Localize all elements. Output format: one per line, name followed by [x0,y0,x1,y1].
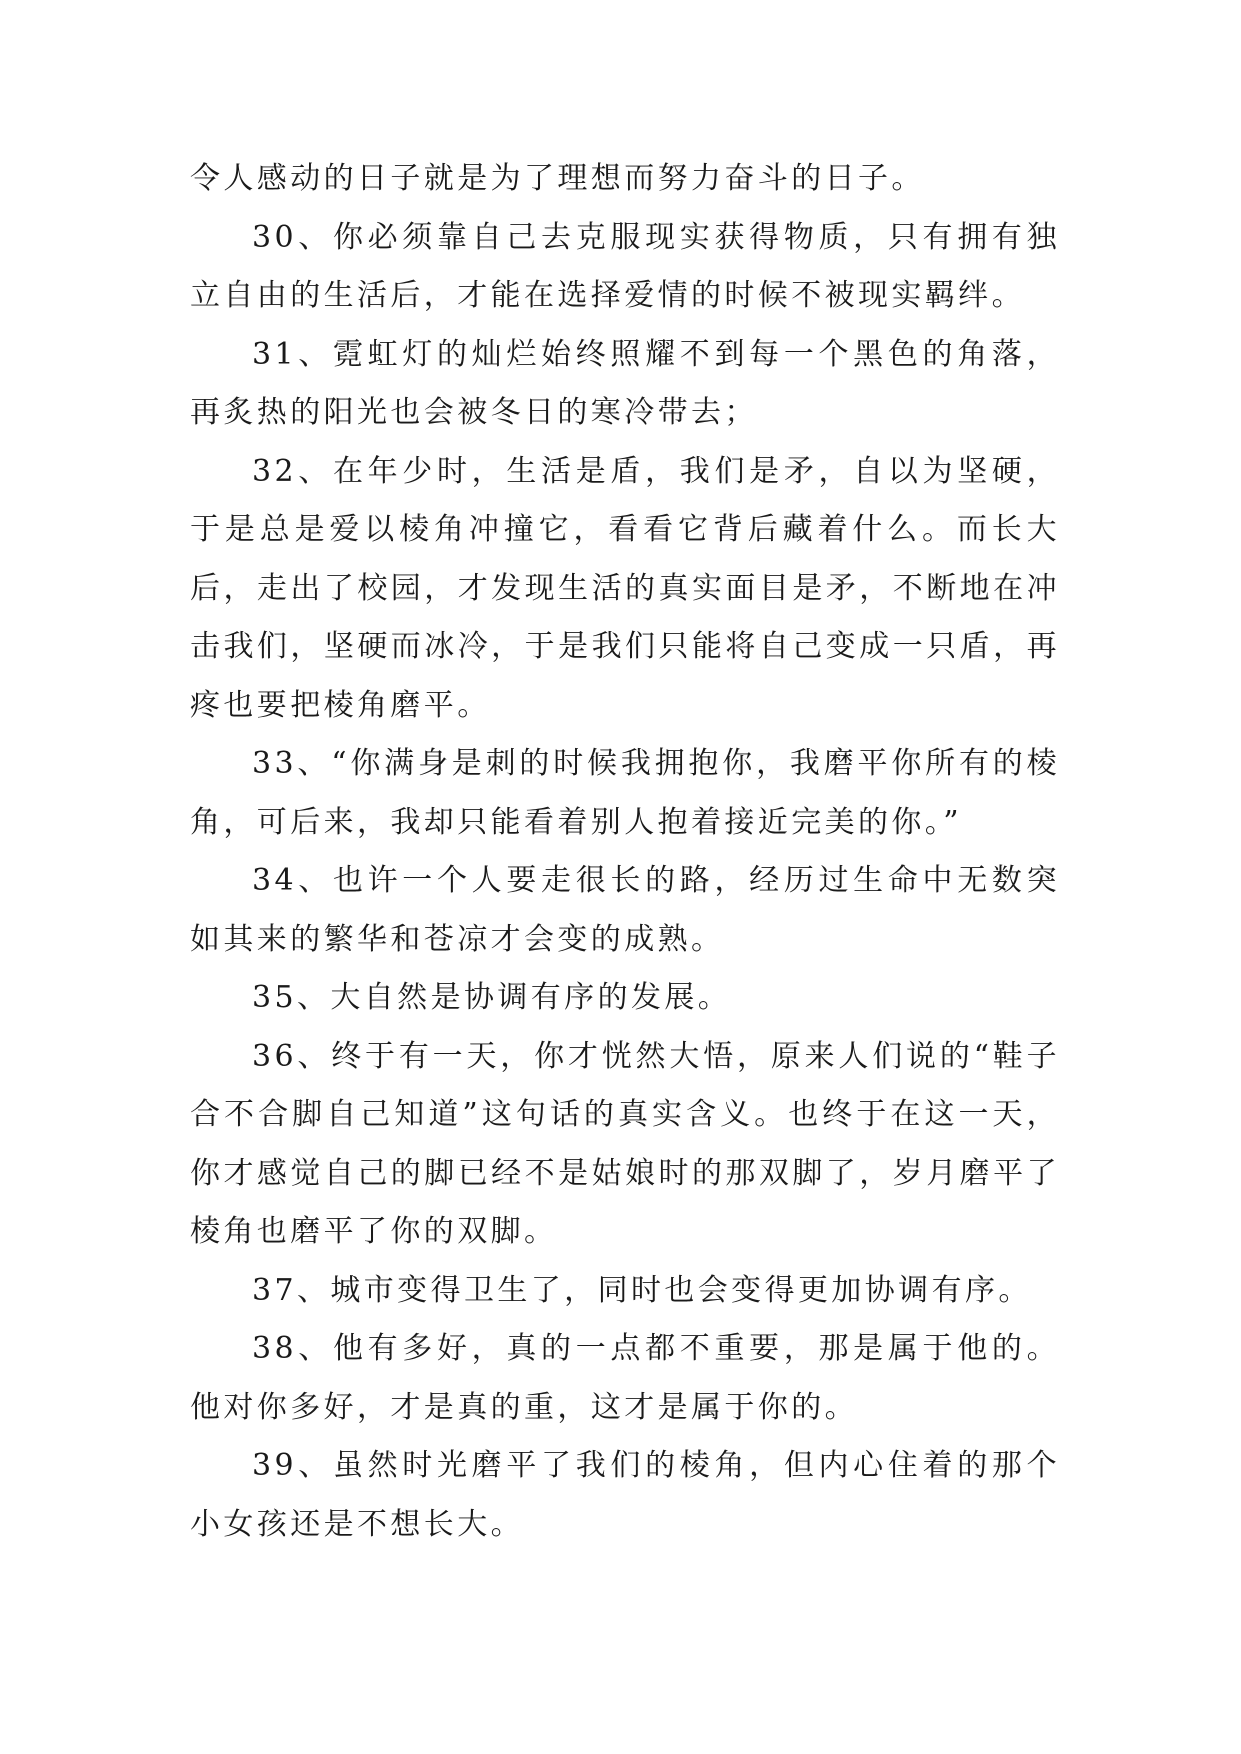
paragraph-continued: 令人感动的日子就是为了理想而努力奋斗的日子。 [190,161,925,196]
paragraph-37: 37、城市变得卫生了，同时也会变得更加协调有序。 [252,1272,1032,1308]
paragraph-39: 39、虽然时光磨平了我们的棱角，但内心住着的那个小女孩还是不想长大。 [190,1448,1060,1542]
paragraph-34: 34、也许一个人要走很长的路，经历过生命中无数突如其来的繁华和苍凉才会变的成熟。 [190,863,1060,957]
paragraph-30: 30、你必须靠自己去克服现实获得物质，只有拥有独立自由的生活后，才能在选择爱情的时候不被现实羁绊。 [190,219,1060,313]
paragraph-36: 36、终于有一天，你才恍然大悟，原来人们说的“鞋子合不合脚自己知道”这句话的真实含义。也终于在这一天，你才感觉自己的脚已经不是姑娘时的那双脚了，岁月磨平了棱角也磨平了你的双脚。 [190,1038,1060,1249]
paragraph-33: 33、“你满身是刺的时候我拥抱你，我磨平你所有的棱角，可后来，我却只能看着别人抱着接近完美的你。” [190,746,1060,840]
paragraph-35: 35、大自然是协调有序的发展。 [252,980,732,1015]
paragraph-31: 31、霓虹灯的灿烂始终照耀不到每一个黑色的角落，再炙热的阳光也会被冬日的寒冷带去； [190,336,1060,430]
paragraph-38: 38、他有多好，真的一点都不重要，那是属于他的。他对你多好，才是真的重，这才是属于你的。 [190,1331,1060,1425]
paragraph-32: 32、在年少时，生活是盾，我们是矛，自以为坚硬，于是总是爱以棱角冲撞它，看看它背后藏着什么。而长大后，走出了校园，才发现生活的真实面目是矛，不断地在冲击我们，坚硬而冰冷，于是我们只能将自己变成一只盾，再疼也要把棱角磨平。 [190,453,1060,723]
body-text [190,150,1060,1554]
